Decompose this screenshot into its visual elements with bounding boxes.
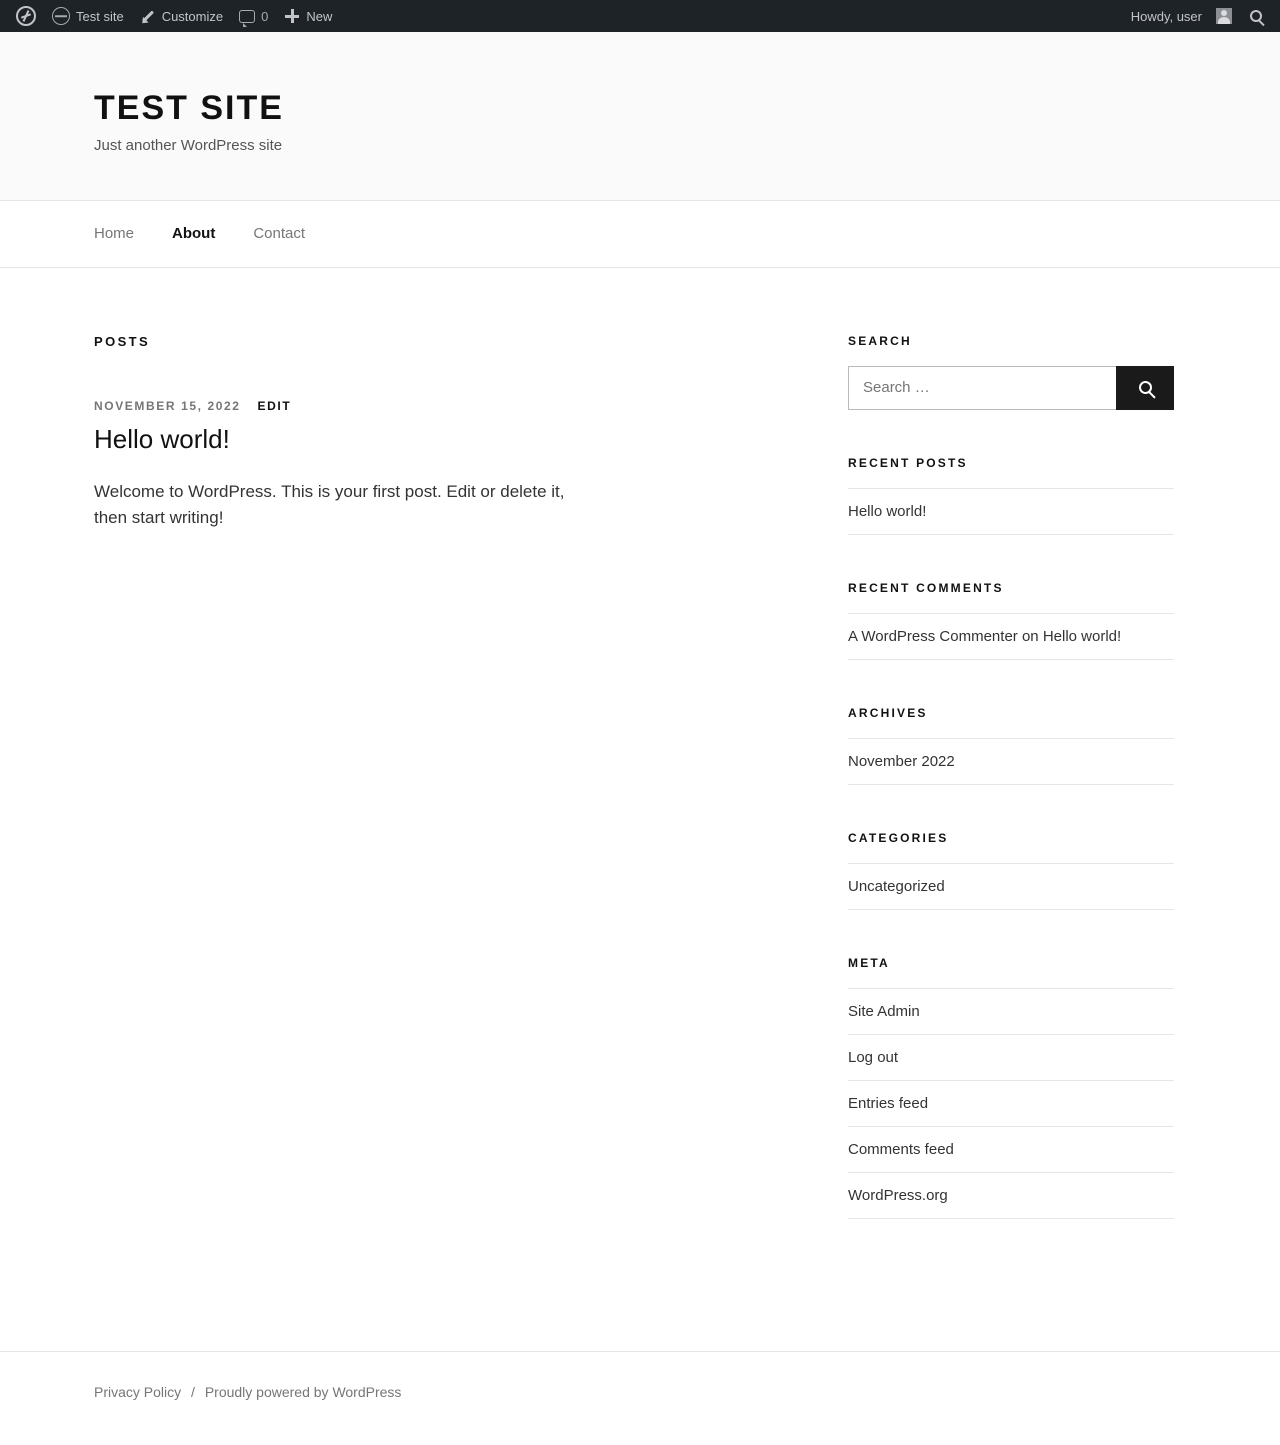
list-item[interactable] [848,1035,1174,1081]
categories-list [848,863,1174,910]
post-edit-link[interactable]: EDIT [257,398,292,413]
search-submit-button[interactable] [1116,366,1174,410]
list-item[interactable] [848,864,1174,910]
widget-title-categories: CATEGORIES [848,830,949,845]
meta-list [848,988,1174,1219]
widget-meta [848,956,1174,1219]
admin-bar-search-toggle[interactable] [1240,0,1272,32]
meta-link-site-admin[interactable]: Site Admin [848,1002,920,1020]
nav-item-contact[interactable] [253,225,305,243]
howdy-label: Howdy, user [1130,8,1202,24]
meta-link-entries-feed[interactable]: Entries feed [848,1094,929,1112]
category-link[interactable]: Uncategorized [848,877,945,895]
widget-categories [848,831,1174,910]
widget-recent-posts [848,456,1174,535]
post-date-link[interactable]: NOVEMBER 15, 2022 [94,398,241,413]
post-excerpt: Welcome to WordPress. This is your first post. Edit or delete it, then start writing! [94,481,565,527]
list-item[interactable] [848,1127,1174,1173]
archive-link[interactable]: November 2022 [848,752,955,770]
list-item[interactable] [848,614,1174,660]
post-title [94,423,674,457]
admin-bar-right [1123,0,1272,32]
recent-post-link[interactable]: Hello world! [848,502,927,520]
post-article [94,399,674,531]
admin-bar-site-name[interactable] [44,0,132,32]
admin-bar-new-label: New [306,8,333,24]
widget-search [848,334,1174,410]
recent-comments-list [848,613,1174,660]
admin-bar-comment-count: 0 [261,8,269,24]
search-input[interactable] [848,366,1116,410]
recent-posts-list [848,488,1174,535]
widget-title-search: SEARCH [848,333,912,348]
avatar [1216,8,1232,24]
footer-inner [94,1384,1186,1400]
comment-bubble-icon [239,10,255,23]
site-header [0,32,1280,201]
nav-link-home[interactable]: Home [94,225,135,243]
site-footer [0,1351,1280,1440]
widget-title-meta: META [848,955,890,970]
footer-credit-link[interactable]: Proudly powered by WordPress [204,1383,402,1400]
nav-item-home[interactable] [94,225,134,243]
admin-bar-comments[interactable] [231,0,276,32]
list-item[interactable] [848,989,1174,1035]
nav-item-about[interactable] [172,225,215,243]
comment-author: A WordPress Commenter [848,627,1018,645]
main-navigation [0,201,1280,268]
widget-archives [848,706,1174,785]
footer-privacy-policy-link[interactable]: Privacy Policy [94,1383,182,1400]
admin-bar [0,0,1280,32]
widget-title-recent-comments: RECENT COMMENTS [848,580,1004,595]
comment-post-link[interactable]: Hello world! [1042,627,1122,645]
site-icon [52,7,70,25]
site-title-link[interactable]: TEST SITE [94,89,284,127]
site-tagline: Just another WordPress site [94,136,283,154]
comment-on-text: on [1017,627,1043,645]
widget-title-archives: ARCHIVES [848,705,928,720]
post-meta [94,399,674,413]
primary-content [94,334,674,1265]
meta-link-log-out[interactable]: Log out [848,1048,899,1066]
list-item[interactable] [848,489,1174,535]
search-icon [1250,10,1262,22]
archives-list [848,738,1174,785]
wp-logo-menu[interactable] [8,0,44,32]
admin-bar-my-account[interactable] [1123,0,1240,32]
post-title-link[interactable]: Hello world! [94,423,230,454]
list-item[interactable] [848,1081,1174,1127]
list-item[interactable] [848,1173,1174,1219]
list-item[interactable] [848,739,1174,785]
posts-heading: POSTS [94,333,151,349]
admin-bar-new[interactable] [276,0,340,32]
widget-title-recent-posts: RECENT POSTS [848,455,968,470]
nav-link-contact[interactable]: Contact [253,225,306,243]
sidebar [848,334,1174,1265]
page-title [94,88,1186,129]
content-area [94,268,1186,1265]
widget-recent-comments [848,581,1174,660]
plus-icon [284,8,300,24]
meta-link-wordpress-org[interactable]: WordPress.org [848,1186,948,1204]
admin-bar-customize[interactable] [132,0,231,32]
meta-link-comments-feed[interactable]: Comments feed [848,1140,954,1158]
search-icon [1139,381,1152,394]
nav-link-about[interactable]: About [172,225,216,243]
search-form [848,366,1174,410]
footer-separator: / [191,1383,195,1400]
nav-list [94,201,1186,268]
admin-bar-site-name-label: Test site [76,8,124,24]
pencil-icon [140,8,156,24]
admin-bar-customize-label: Customize [161,8,224,24]
post-edit-link-wrapper [258,399,292,413]
post-content [94,479,674,532]
wordpress-logo-icon [16,6,36,26]
